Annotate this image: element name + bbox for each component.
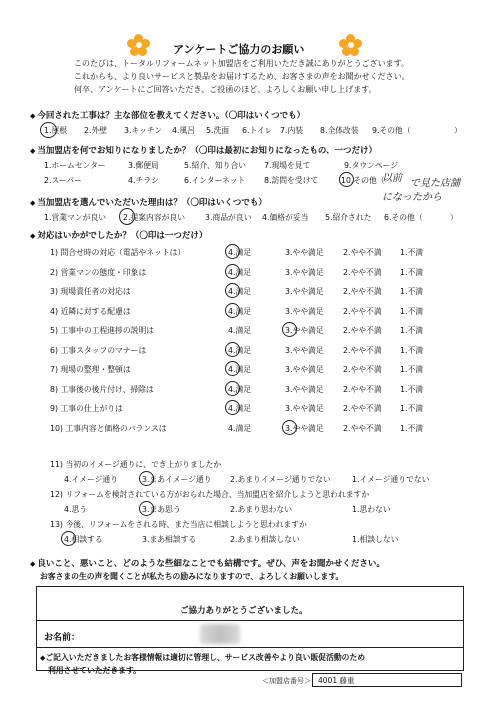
q2-heading: ◆ 当加盟店を何でお知りになりましたか？（〇印は最初にお知りになったもの、一つだけ） (30, 146, 378, 156)
q4-answer-circle (225, 381, 240, 396)
q4-rating-option[interactable]: 3.やや満足 (285, 404, 324, 413)
q12-option-1[interactable]: 1.思わない (352, 505, 391, 514)
q2-option-other[interactable]: 10.その他（ (341, 176, 385, 185)
q11-option-2[interactable]: 2.あまりイメージ通りでない (230, 475, 331, 484)
q4-answer-circle (225, 264, 240, 279)
q4-answer-circle (225, 303, 240, 318)
q1-option-other[interactable]: 9.その他（ (372, 126, 411, 135)
q4-answer-circle (225, 400, 240, 415)
q11-option-1[interactable]: 1.イメージ通りでない (352, 475, 430, 484)
comments-heading: ◆ 良いこと、悪いこと、どのような些細なことでも結構です。ぜひ、声をお聞かせください。 (30, 559, 385, 569)
q3-option-referred[interactable]: 5.紹介された (325, 213, 372, 222)
q2-handwritten-2: で見た店舗 (410, 178, 460, 189)
flower-icon-right (340, 34, 362, 56)
store-number-value: 4001 藤重 (318, 676, 355, 685)
q4-item-label: 6) 工事スタッフのマナーは (50, 345, 147, 355)
q3-option-sales-rep[interactable]: 1.営業マンが良い (44, 213, 107, 222)
q4-item-label: 10) 工事内容と価格のバランスは (50, 423, 167, 433)
q4-rating-option[interactable]: 1.不満 (400, 326, 424, 335)
q4-item-label: 8) 工事後の後片付け、掃除は (50, 384, 154, 394)
q2-option-saw-site[interactable]: 7.現場を見て (264, 161, 311, 170)
redacted-name (200, 624, 240, 644)
privacy-line-1: ◆ご記入いただきましたお客様情報は適切に管理し、サービス改善やより良い販促活動のため (40, 653, 366, 662)
intro-line-1: このたびは、トータルリフォームネット加盟店をご利用いただき誠にありがとうございます。 (74, 59, 409, 68)
q11-option-3[interactable]: 3.まあイメージ通り (142, 475, 212, 484)
q3-option-other[interactable]: 6.その他（ (384, 213, 423, 222)
q3-option-price[interactable]: 4.価格が妥当 (262, 213, 309, 222)
q4-rating-option[interactable]: 1.不満 (400, 248, 424, 257)
q1-option-interior[interactable]: 7.内装 (280, 126, 304, 135)
q13-option-1[interactable]: 1.相談しない (352, 535, 399, 544)
q2-option-town-page[interactable]: 9.タウンページ (344, 161, 399, 170)
q4-rating-option[interactable]: 2.やや不満 (343, 287, 382, 296)
q4-rating-option[interactable]: 2.やや不満 (343, 384, 382, 394)
q2-option-internet[interactable]: 6.インターネット (184, 176, 246, 185)
q2-handwritten-1: 以前 (382, 173, 402, 184)
q3-heading: ◆ 当加盟店を選んでいただいた理由は？（〇印はいくつでも） (30, 198, 267, 208)
q4-rating-option[interactable]: 4.満足 (228, 345, 252, 355)
thanks-text: ご協力ありがとうございました。 (180, 606, 308, 616)
q4-rating-option[interactable]: 4.満足 (228, 423, 252, 433)
q4-rating-option[interactable]: 3.やや満足 (285, 326, 324, 335)
q4-rating-option[interactable]: 4.満足 (228, 248, 252, 257)
q4-rating-option[interactable]: 1.不満 (400, 404, 424, 413)
q4-item-label: 9) 工事の仕上がりは (50, 404, 123, 413)
q1-answer-circle (40, 122, 57, 138)
q4-rating-option[interactable]: 4.満足 (228, 267, 252, 277)
q4-answer-circle (282, 420, 297, 435)
name-box[interactable] (36, 620, 464, 648)
q4-rating-option[interactable]: 4.満足 (228, 306, 252, 316)
q4-rating-option[interactable]: 3.やや満足 (285, 384, 324, 394)
q4-rating-option[interactable]: 3.やや満足 (285, 306, 324, 316)
q4-rating-option[interactable]: 2.やや不満 (343, 248, 382, 257)
page-title: アンケートご協力のお願い (173, 43, 305, 56)
q4-rating-option[interactable]: 3.やや満足 (285, 345, 324, 355)
q4-item-label: 3) 現場責任者の対応は (50, 287, 131, 296)
q1-option-bath[interactable]: 4.風呂 (172, 126, 196, 135)
q12-option-3[interactable]: 3.まあ思う (142, 505, 181, 514)
q4-rating-option[interactable]: 3.やや満足 (285, 267, 324, 277)
q1-option-kitchen[interactable]: 3.キッチン (124, 126, 163, 135)
q1-option-toilet[interactable]: 6.トイレ (242, 126, 273, 135)
q2-option-referral[interactable]: 5.紹介、知り合い (184, 161, 247, 170)
q4-answer-circle (282, 322, 297, 337)
q1-option-exterior-wall[interactable]: 2.外壁 (84, 126, 108, 135)
q3-option-other-close: ） (450, 213, 458, 222)
q4-rating-option[interactable]: 3.やや満足 (285, 365, 324, 374)
q3-answer-circle (119, 208, 135, 225)
q13-option-4[interactable]: 4.相談する (64, 535, 103, 544)
q1-option-other-close: ） (454, 126, 462, 135)
privacy-line-2: 利用させていただきます。 (48, 666, 141, 675)
q4-rating-option[interactable]: 4.満足 (228, 326, 252, 335)
comments-subtext: お客さまの生の声を聞くことが私たちの励みになりますので、よろしくお願いします。 (40, 572, 344, 581)
q4-rating-option[interactable]: 4.満足 (228, 404, 252, 413)
q4-rating-option[interactable]: 2.やや不満 (343, 267, 382, 277)
q2-answer-circle (339, 172, 354, 187)
q2-option-visit[interactable]: 8.訪問を受けて (264, 176, 319, 185)
q4-item-label: 1) 問合せ時の対応（電話やネットは） (50, 248, 186, 257)
q4-rating-option[interactable]: 3.やや満足 (285, 287, 324, 296)
q4-rating-option[interactable]: 2.やや不満 (343, 423, 382, 433)
q4-rating-option[interactable]: 2.やや不満 (343, 306, 382, 316)
q4-item-label: 7) 現場の整理・整頓は (50, 365, 131, 374)
q4-rating-option[interactable]: 2.やや不満 (343, 365, 382, 374)
q3-option-proposal[interactable]: 2.提案内容が良い (123, 213, 186, 222)
q4-rating-option[interactable]: 1.不満 (400, 345, 424, 355)
q4-rating-option[interactable]: 1.不満 (400, 423, 424, 433)
q2-handwritten-3: になったから (382, 192, 442, 203)
q12-option-4[interactable]: 4.思う (64, 505, 88, 514)
q13-option-2[interactable]: 2.あまり相談しない (230, 535, 300, 544)
q2-option-post-office[interactable]: 3.郵便局 (128, 161, 159, 170)
q12-option-2[interactable]: 2.あまり思わない (230, 505, 293, 514)
q1-option-roof[interactable]: 1.屋根 (44, 126, 68, 135)
q4-rating-option[interactable]: 4.満足 (228, 287, 252, 296)
q4-heading: ◆ 対応はいかがでしたか？（〇印は一つだけ） (30, 231, 208, 241)
q4-item-label: 5) 工事中の工程進捗の説明は (50, 326, 155, 335)
q4-rating-option[interactable]: 3.やや満足 (285, 423, 324, 433)
q2-option-home-center[interactable]: 1.ホームセンター (44, 161, 106, 170)
q4-item-label: 2) 営業マンの態度・印象は (50, 267, 147, 277)
q11-answer-circle (139, 471, 154, 486)
q4-rating-option[interactable]: 2.やや不満 (343, 345, 382, 355)
q1-heading: ◆ 今回された工事は？主な部位を教えてください。（〇印はいくつでも） (30, 111, 306, 121)
name-label: お名前： (44, 633, 81, 643)
q4-answer-circle (225, 244, 240, 259)
q4-rating-option[interactable]: 1.不満 (400, 365, 424, 374)
q4-rating-option[interactable]: 4.満足 (228, 365, 252, 374)
q4-answer-circle (225, 342, 240, 357)
q4-rating-option[interactable]: 1.不満 (400, 306, 424, 316)
q4-rating-option[interactable]: 2.やや不満 (343, 404, 382, 413)
q13-answer-circle (61, 531, 76, 546)
q2-option-supermarket[interactable]: 2.スーパー (44, 176, 82, 185)
q4-rating-option[interactable]: 4.満足 (228, 384, 252, 394)
q4-rating-option[interactable]: 3.やや満足 (285, 248, 324, 257)
q11-text: 11) 当初のイメージ通りに、でき上がりましたか (50, 460, 222, 469)
q1-option-washroom[interactable]: 5.洗面 (206, 126, 230, 135)
q1-option-full-renovation[interactable]: 8.全体改装 (320, 126, 359, 135)
q4-item-label: 4) 近隣に対する配慮は (50, 306, 131, 316)
q4-rating-option[interactable]: 1.不満 (400, 267, 424, 277)
q3-option-product[interactable]: 3.商品が良い (205, 213, 252, 222)
q12-answer-circle (139, 501, 154, 516)
q4-rating-option[interactable]: 1.不満 (400, 384, 424, 394)
q4-rating-option[interactable]: 2.やや不満 (343, 326, 382, 335)
q4-rating-option[interactable]: 1.不満 (400, 287, 424, 296)
flower-icon-left (128, 34, 150, 56)
q11-option-4[interactable]: 4.イメージ通り (64, 475, 118, 484)
q2-option-flyer[interactable]: 4.チラシ (128, 176, 159, 185)
q13-text: 13) 今後、リフォームをされる時、また当店に相談しようと思われますか (50, 520, 307, 529)
intro-line-3: 何卒、アンケートにご回答いただき、ご投函のほど、よろしくお願い申し上げます。 (74, 85, 377, 94)
q12-text: 12) リフォームを検討されている方がおられた場合、当加盟店を紹介しようと思われますか (50, 490, 370, 499)
q13-option-3[interactable]: 3.まあ相談する (142, 535, 197, 544)
q4-answer-circle (225, 361, 240, 376)
q4-answer-circle (225, 283, 240, 298)
intro-line-2: これからも、より良いサービスと製品をお届けするため、お客さまの声をお聞かせください。 (74, 72, 410, 81)
store-number-label: ＜加盟店番号＞ (262, 677, 311, 685)
